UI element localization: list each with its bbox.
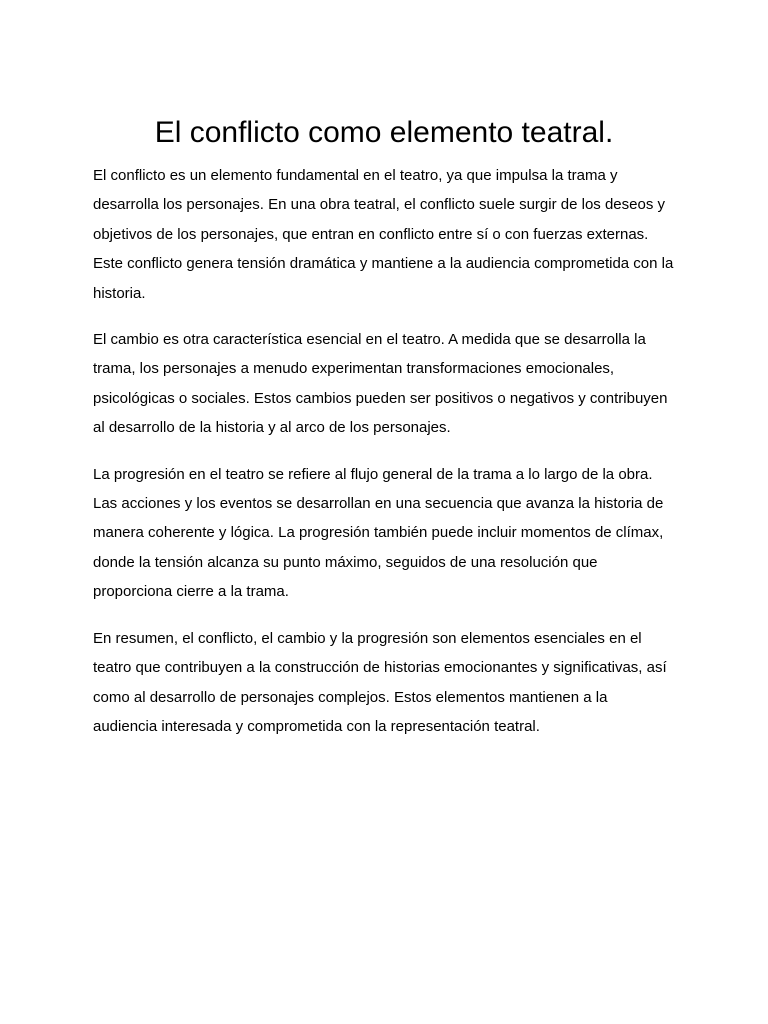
- paragraph-progression: La progresión en el teatro se refiere al flujo general de la trama a lo largo de la obra. Las acciones y los eventos se desarrollan en una secuencia que avanza la historia de manera coherente y lógica. La progresión también puede incluir momentos de clímax, donde la tensión alcanza su punto máximo, seguidos de una resolución que proporciona cierre a la trama.: [93, 465, 664, 601]
- paragraph-summary: En resumen, el conflicto, el cambio y la progresión son elementos esenciales en el teatro que contribuyen a la construcción de historias emocionantes y significativas, así como al desarrollo de personajes complejos. Estos elementos mantienen a la audiencia interesada y comprometida con la representación teatral.: [93, 629, 667, 735]
- paragraph-conflict: El conflicto es un elemento fundamental en el teatro, ya que impulsa la trama y desarrolla los personajes. En una obra teatral, el conflicto suele surgir de los deseos y objetivos de los personajes, que entran en conflicto entre sí o con fuerzas externas. Este conflicto genera tensión dramática y mantiene a la audiencia comprometida con la historia.: [93, 167, 674, 302]
- document-title: El conflicto como elemento teatral.: [154, 116, 614, 149]
- document-body: [93, 161, 675, 758]
- paragraph-change: El cambio es otra característica esencial en el teatro. A medida que se desarrolla la trama, los personajes a menudo experimentan transformaciones emocionales, psicológicas o sociales. Estos cambios pueden ser positivos o negativos y contribuyen al desarrollo de la historia y al arco de los personajes.: [93, 331, 668, 437]
